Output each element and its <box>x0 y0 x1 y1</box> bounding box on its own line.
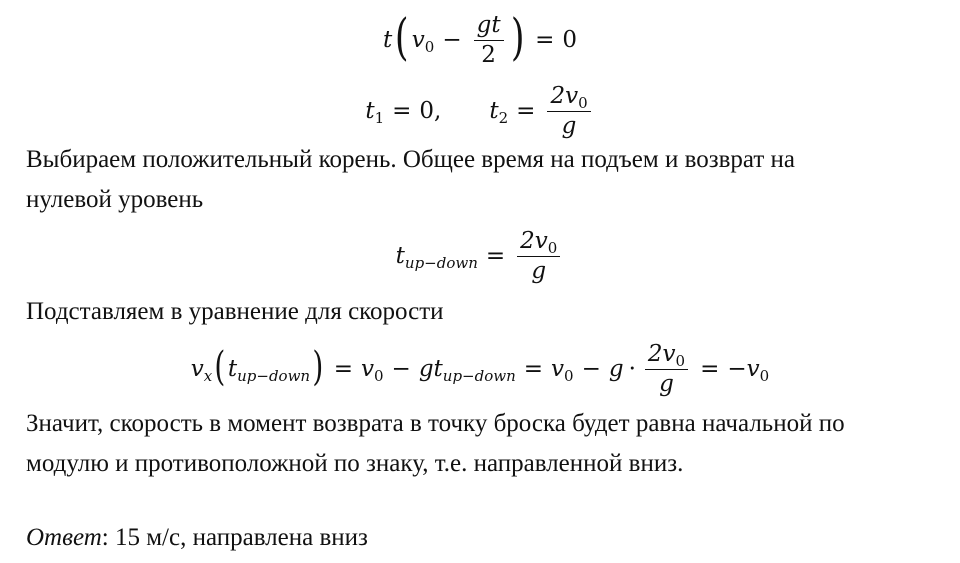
eq4-equals-1: = <box>333 356 353 382</box>
paragraph-2-line-1: Подставляем в уравнение для скорости <box>26 298 444 325</box>
eq4-vx-sub: x <box>203 367 213 385</box>
eq3-num-sub: 0 <box>547 239 558 258</box>
eq4-g: g <box>608 356 624 382</box>
eq2-equals-a: = <box>392 98 412 124</box>
eq1-equals: = <box>535 27 555 53</box>
eq2-zero: 0, <box>419 98 442 124</box>
eq2-t1-sub: 1 <box>374 109 385 127</box>
eq1-numerator: gt <box>474 12 504 40</box>
eq4-v0b: v <box>551 356 565 382</box>
eq4-v0-sub: 0 <box>373 367 384 385</box>
eq1-minus: − <box>442 27 462 53</box>
eq4-left-paren: ( <box>214 344 226 390</box>
eq1-right-paren: ) <box>510 8 525 66</box>
eq4-numerator <box>645 341 688 369</box>
eq4-right-paren: ) <box>312 344 324 390</box>
paragraph-3-line-2: модулю и противоположной по знаку, т.е. направленной вниз. <box>26 450 684 477</box>
paragraph-3-line-1: Значит, скорость в момент возврата в точку броска будет равна начальной по <box>26 410 845 437</box>
eq2-t1: t <box>365 98 375 124</box>
eq1-left-paren: ( <box>395 8 409 66</box>
eq2-num-sub: 0 <box>578 94 588 113</box>
eq4-denominator: g <box>659 370 674 397</box>
eq1-t: t <box>383 27 393 53</box>
eq4-minus-1: − <box>391 356 411 382</box>
eq3-t: t <box>395 243 405 269</box>
eq4-gt: gt <box>418 356 443 382</box>
eq3-numerator <box>517 228 560 256</box>
paragraph-1-line-1: Выбираем положительный корень. Общее время на подъем и возврат на <box>26 146 796 173</box>
eq3-t-sub: up−down <box>404 254 478 272</box>
eq4-dot: · <box>628 356 636 382</box>
answer-line <box>26 524 946 552</box>
equation-2 <box>0 78 960 144</box>
eq1-rhs: 0 <box>562 27 577 53</box>
eq4-neg-sub: 0 <box>759 367 770 385</box>
answer-label: Ответ <box>26 524 102 551</box>
eq2-equals-b: = <box>516 98 536 124</box>
eq4-v0b-sub: 0 <box>564 367 574 385</box>
eq4-minus-2: − <box>581 356 601 382</box>
eq3-fraction <box>517 228 560 284</box>
answer-text: : 15 м/с, направлена вниз <box>101 524 368 551</box>
eq4-fraction <box>645 341 688 397</box>
eq2-num-text: 2v <box>550 83 579 110</box>
eq2-t2: t <box>489 98 499 124</box>
eq4-vx: v <box>190 356 204 382</box>
eq3-equals: = <box>485 243 506 269</box>
equation-3 <box>0 222 960 290</box>
eq1-denominator: 2 <box>481 41 496 68</box>
eq2-numerator <box>547 83 590 111</box>
equation-1 <box>0 8 960 72</box>
eq4-num-text: 2v <box>647 341 676 368</box>
eq4-t-sub: up−down <box>237 367 311 385</box>
paragraph-1-line-2: нулевой уровень <box>26 186 204 213</box>
eq4-equals-3: = <box>700 356 720 382</box>
eq4-gt-sub: up−down <box>442 367 516 385</box>
eq4-t: t <box>227 356 238 382</box>
eq2-fraction <box>547 83 590 139</box>
eq4-v0: v <box>360 356 374 382</box>
eq2-denominator: g <box>561 112 577 139</box>
eq4-num-sub: 0 <box>675 352 686 371</box>
equation-4 <box>0 334 960 404</box>
eq1-fraction <box>474 12 504 68</box>
eq3-num-text: 2v <box>520 228 548 255</box>
eq1-v: v <box>411 27 425 53</box>
eq4-neg: −v <box>727 356 760 382</box>
eq3-denominator: g <box>531 257 547 284</box>
eq1-v-sub: 0 <box>424 38 435 56</box>
eq4-equals-2: = <box>523 356 544 382</box>
eq2-t2-sub: 2 <box>498 109 509 127</box>
